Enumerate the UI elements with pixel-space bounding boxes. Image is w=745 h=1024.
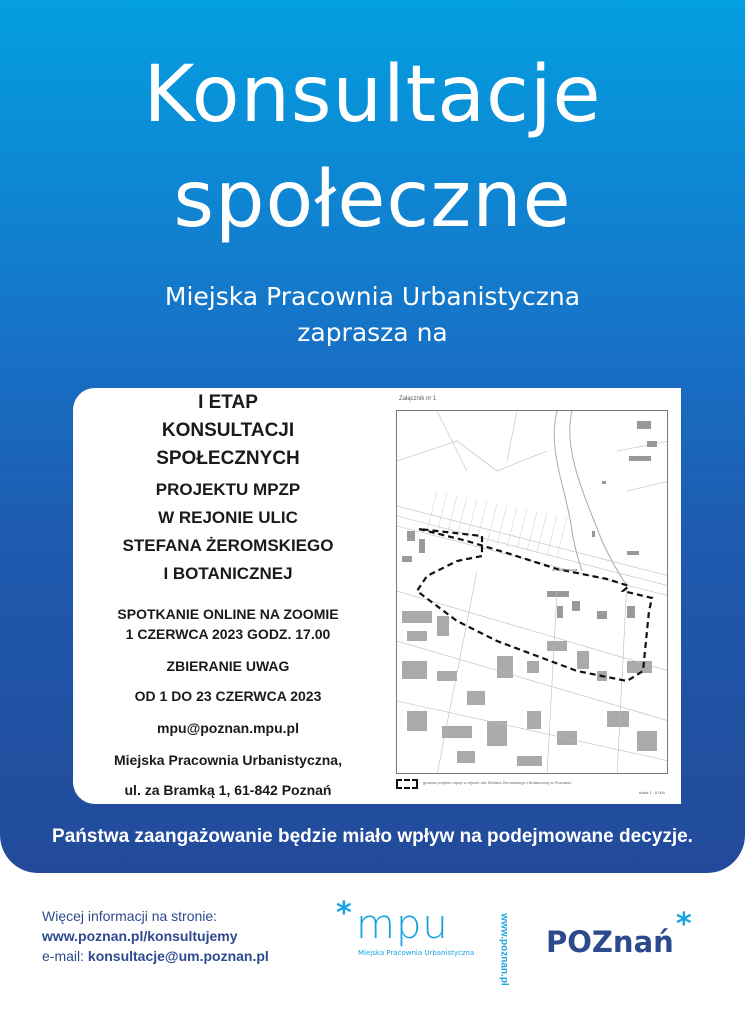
info-line: PROJEKTU MPZP [155, 480, 301, 499]
address-line-2: ul. za Bramką 1, 61-842 Poznań [124, 782, 332, 798]
legend-dashed-box-icon [396, 779, 418, 789]
meeting-line-1: SPOTKANIE ONLINE NA ZOOMIE [117, 606, 339, 622]
title-line-1: Konsultacje [143, 50, 602, 140]
vertical-url-text[interactable]: www.poznan.pl [498, 913, 510, 986]
meeting-line-2: 1 CZERWCA 2023 GODZ. 17.00 [125, 626, 331, 642]
map-caption: Załącznik nr 1 [399, 396, 437, 402]
subtitle-line-2: zaprasza na [297, 318, 448, 347]
info-line: KONSULTACJI [161, 420, 295, 441]
mpu-logo [336, 896, 475, 962]
title-line-2: społeczne [173, 155, 572, 245]
more-info-label: Więcej informacji na stronie: [42, 908, 218, 924]
subtitle-line-1: Miejska Pracownia Urbanistyczna [164, 282, 581, 311]
info-line: I BOTANICZNEJ [163, 564, 293, 583]
street-label: ul. Botaniczna [552, 567, 578, 572]
poznan-logo [546, 907, 706, 965]
email-label: e-mail: [42, 948, 88, 964]
mpu-logo-word: mpu [356, 902, 449, 948]
contact-email[interactable]: mpu@poznan.mpu.pl [157, 720, 299, 736]
poznan-logo-word: POZnań [546, 925, 674, 959]
stage-label: I ETAP [198, 392, 258, 413]
map-frame [396, 410, 668, 774]
info-line: SPOŁECZNYCH [156, 448, 300, 469]
address-line-1: Miejska Pracownia Urbanistyczna, [114, 752, 342, 768]
asterisk-icon: * [336, 896, 352, 931]
mpu-logo-subtitle: Miejska Pracownia Urbanistyczna [358, 949, 475, 957]
map-legend: granica projektu mpzp w rejonie ulic Stefana Żeromskiego i Botanicznej w Poznaniu [423, 780, 572, 785]
asterisk-icon: * [676, 907, 692, 942]
footer-email-link[interactable]: konsultacje@um.poznan.pl [87, 948, 269, 964]
event-info [73, 388, 383, 804]
footer-email-row [42, 946, 269, 966]
footer-info [42, 906, 269, 966]
vertical-url [497, 905, 511, 997]
collecting-dates: OD 1 DO 23 CZERWCA 2023 [134, 688, 322, 704]
info-card [73, 388, 681, 804]
plan-map [383, 388, 681, 804]
slogan: Państwa zaangażowanie będzie miało wpływ na podejmowane decyzje. [52, 826, 693, 847]
website-link[interactable]: www.poznan.pl/konsultujemy [42, 928, 238, 944]
map-drawing [397, 411, 668, 774]
collecting-label: ZBIERANIE UWAG [166, 658, 290, 674]
info-line: W REJONIE ULIC [158, 508, 298, 527]
info-line: STEFANA ŻEROMSKIEGO [122, 536, 334, 555]
map-scale: skala 1 : 8 000 [638, 790, 665, 795]
